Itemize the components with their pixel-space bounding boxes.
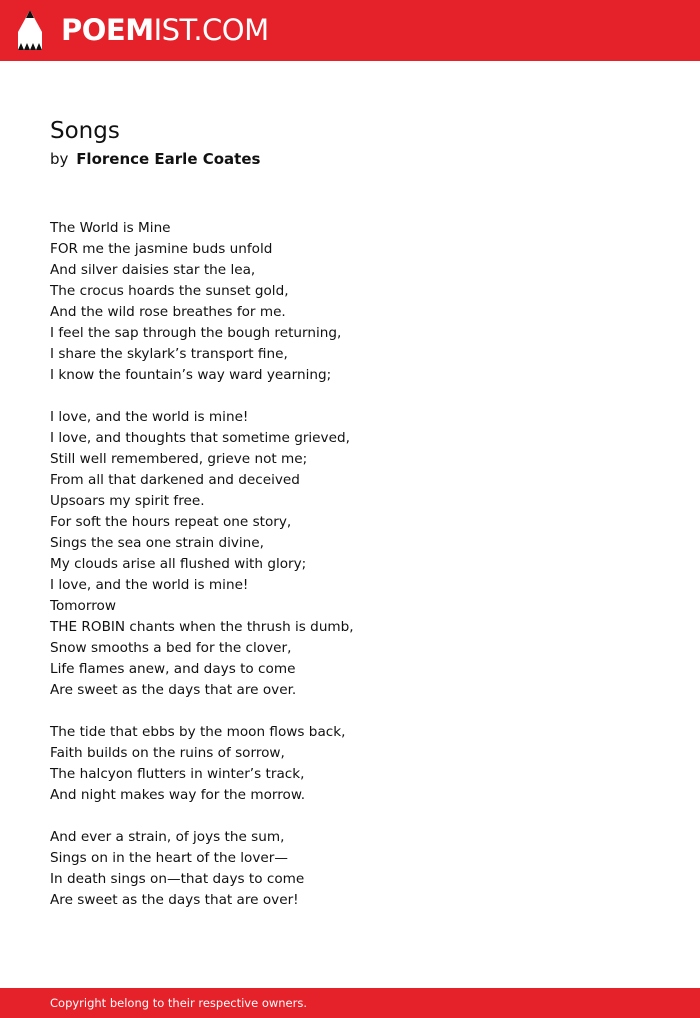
logo-bold-text: POEM (61, 13, 154, 47)
poem-line: Are sweet as the days that are over! (50, 892, 299, 908)
poem-line: Sings on in the heart of the lover— (50, 850, 288, 866)
poem-title: Songs (50, 118, 120, 144)
site-header (0, 0, 700, 61)
logo-light-text: IST.COM (153, 13, 269, 47)
site-logo[interactable] (61, 12, 269, 48)
stanza-gap (50, 386, 650, 407)
pencil-icon[interactable] (17, 9, 43, 51)
copyright-text: Copyright belong to their respective owners. (50, 996, 308, 1010)
poem-line: The tide that ebbs by the moon flows back, (50, 724, 346, 740)
poem-line: And silver daisies star the lea, (50, 262, 256, 278)
poem-line: Are sweet as the days that are over. (50, 682, 297, 698)
poem-line: The crocus hoards the sunset gold, (50, 283, 289, 299)
site-footer (0, 988, 700, 1018)
poem-line: FOR me the jasmine buds unfold (50, 241, 273, 257)
poem-line: And ever a strain, of joys the sum, (50, 829, 285, 845)
byline (50, 148, 260, 170)
poem-line: And night makes way for the morrow. (50, 787, 306, 803)
stanza-gap (50, 701, 650, 722)
poem-line: Faith builds on the ruins of sorrow, (50, 745, 285, 761)
poem-line: In death sings on—that days to come (50, 871, 305, 887)
poem-line: I know the fountain’s way ward yearning; (50, 367, 332, 383)
poem-line: My clouds arise all flushed with glory; (50, 556, 307, 572)
poem-line: The World is Mine (50, 220, 171, 236)
poem-line: The halcyon flutters in winter’s track, (50, 766, 305, 782)
poem-line: I love, and thoughts that sometime grieved, (50, 430, 350, 446)
poem-line: I love, and the world is mine! (50, 409, 249, 425)
poem-line: THE ROBIN chants when the thrush is dumb, (50, 619, 354, 635)
poem-body (50, 218, 650, 911)
poem-line: Upsoars my spirit free. (50, 493, 205, 509)
poem-line: For soft the hours repeat one story, (50, 514, 292, 530)
poem-line: I share the skylark’s transport fine, (50, 346, 288, 362)
poem-line: Snow smooths a bed for the clover, (50, 640, 292, 656)
by-label: by (50, 150, 69, 168)
poem-line: Sings the sea one strain divine, (50, 535, 264, 551)
poem-line: Life flames anew, and days to come (50, 661, 296, 677)
author-name: Florence Earle Coates (76, 150, 261, 168)
poem-line: Still well remembered, grieve not me; (50, 451, 308, 467)
poem-line: I feel the sap through the bough returning, (50, 325, 342, 341)
poem-line: From all that darkened and deceived (50, 472, 300, 488)
stanza-gap (50, 806, 650, 827)
poem-line: And the wild rose breathes for me. (50, 304, 286, 320)
poem-line: Tomorrow (50, 598, 116, 614)
poem-line: I love, and the world is mine! (50, 577, 249, 593)
